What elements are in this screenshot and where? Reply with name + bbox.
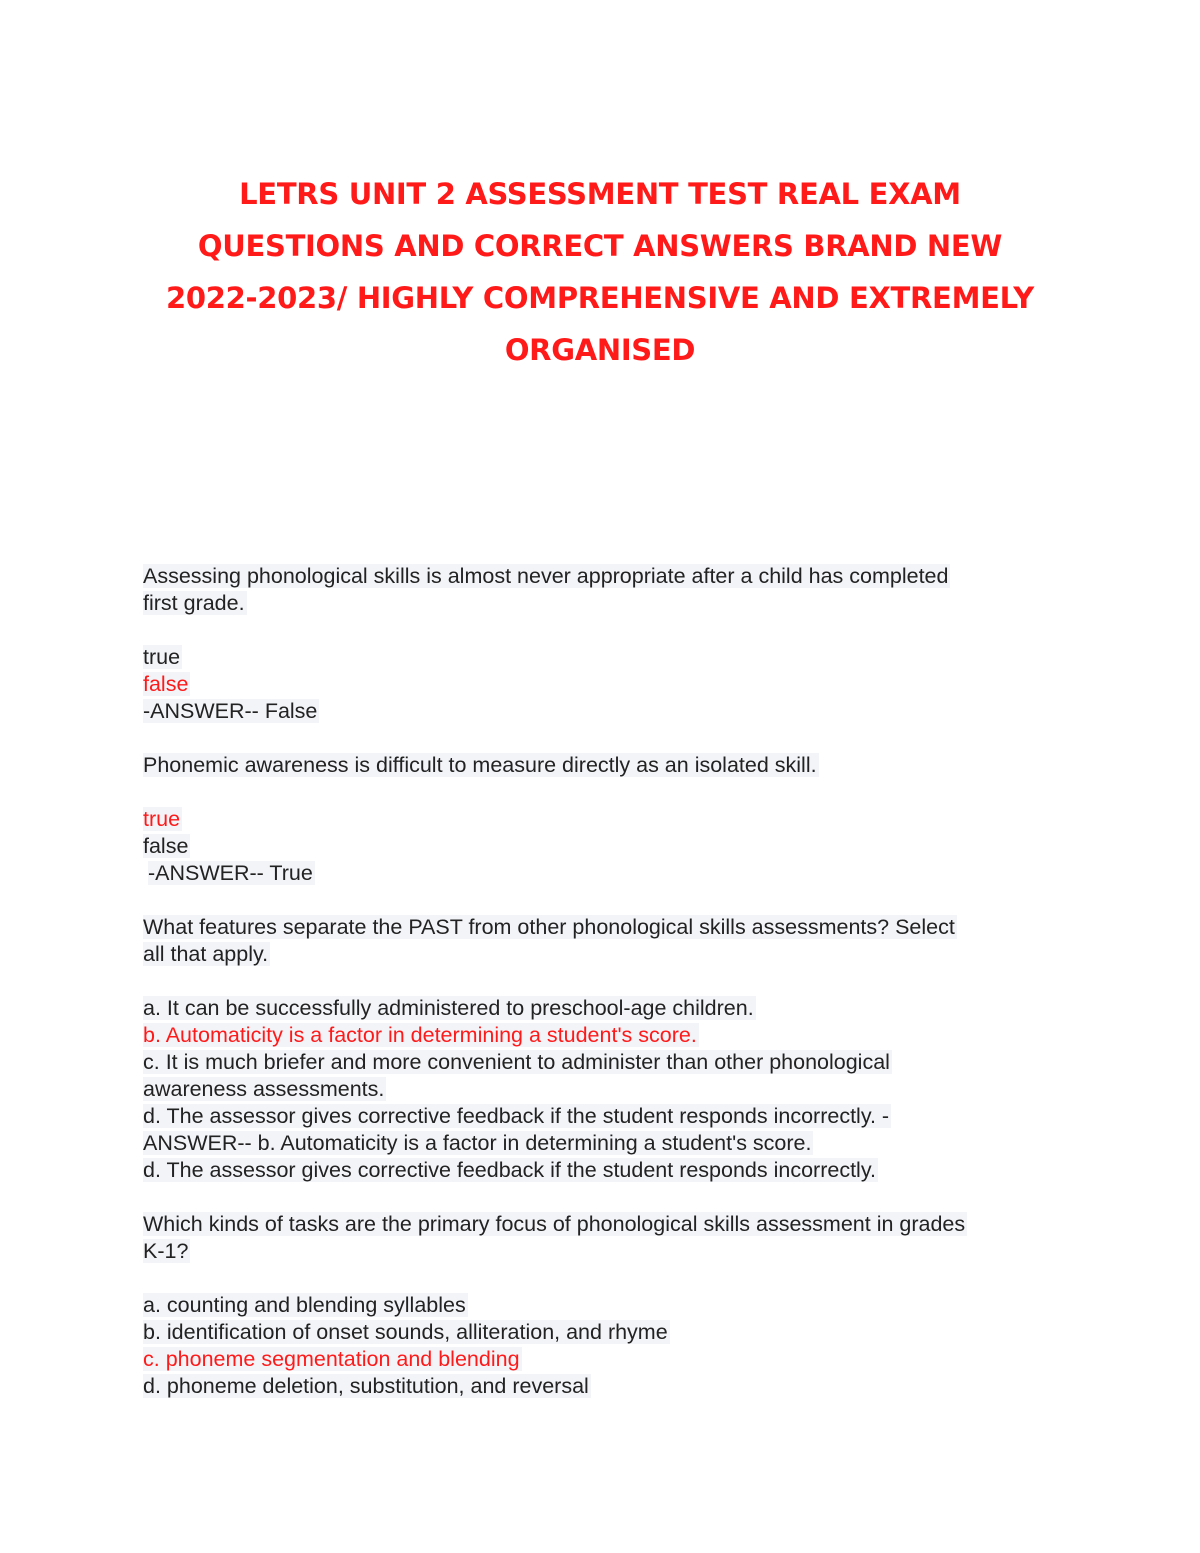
question-block <box>143 752 1048 887</box>
answer-key: -ANSWER-- True <box>148 861 313 885</box>
correct-answer-option: false <box>143 672 189 696</box>
answer-option: true <box>143 645 181 669</box>
spacer <box>143 617 1048 644</box>
correct-answer-option: b. Automaticity is a factor in determining a student's score. <box>143 1023 697 1047</box>
spacer <box>143 1184 1048 1211</box>
answer-key: d. The assessor gives corrective feedback if the student responds incorrectly. <box>143 1158 876 1182</box>
question-prompt: first grade. <box>143 591 245 615</box>
answer-option: c. It is much briefer and more convenient to administer than other phonological <box>143 1050 890 1074</box>
answer-option: false <box>143 834 189 858</box>
question-block <box>143 563 1048 725</box>
spacer <box>143 887 1048 914</box>
question-block <box>143 1211 1048 1400</box>
answer-option: d. phoneme deletion, substitution, and reversal <box>143 1374 589 1398</box>
title-line: 2022-2023/ HIGHLY COMPREHENSIVE AND EXTREMELY <box>165 281 1034 315</box>
answer-option: d. The assessor gives corrective feedback if the student responds incorrectly. - <box>143 1104 890 1128</box>
title-line: QUESTIONS AND CORRECT ANSWERS BRAND NEW <box>197 229 1003 263</box>
correct-answer-option: true <box>143 807 181 831</box>
question-list <box>143 563 1048 1400</box>
question-prompt: What features separate the PAST from other phonological skills assessments? Select <box>143 915 955 939</box>
answer-option: b. identification of onset sounds, alliteration, and rhyme <box>143 1320 668 1344</box>
answer-option: awareness assessments. <box>143 1077 385 1101</box>
answer-key: -ANSWER-- False <box>143 699 318 723</box>
answer-option: a. counting and blending syllables <box>143 1293 466 1317</box>
title-line: LETRS UNIT 2 ASSESSMENT TEST REAL EXAM <box>239 177 961 211</box>
question-prompt: all that apply. <box>143 942 269 966</box>
document-title <box>100 168 1100 376</box>
title-line: ORGANISED <box>504 333 696 367</box>
answer-option: a. It can be successfully administered to preschool-age children. <box>143 996 754 1020</box>
question-prompt: Phonemic awareness is difficult to measure directly as an isolated skill. <box>143 753 817 777</box>
correct-answer-option: c. phoneme segmentation and blending <box>143 1347 520 1371</box>
spacer <box>143 968 1048 995</box>
spacer <box>143 779 1048 806</box>
spacer <box>143 1265 1048 1292</box>
spacer <box>143 725 1048 752</box>
question-block <box>143 914 1048 1184</box>
question-prompt: K-1? <box>143 1239 189 1263</box>
question-prompt: Assessing phonological skills is almost never appropriate after a child has completed <box>143 564 949 588</box>
answer-key: ANSWER-- b. Automaticity is a factor in determining a student's score. <box>143 1131 812 1155</box>
question-prompt: Which kinds of tasks are the primary focus of phonological skills assessment in grades <box>143 1212 966 1236</box>
